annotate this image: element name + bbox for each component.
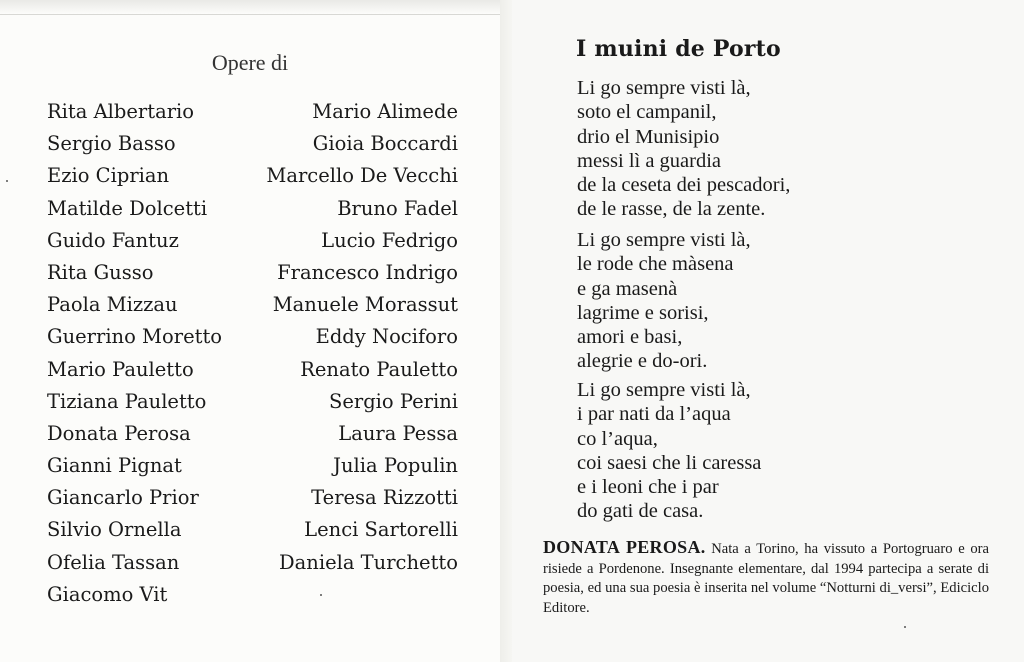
poem-stanza — [577, 76, 790, 222]
author-name: Laura Pessa — [338, 421, 458, 445]
poem-verse: e i leoni che i par — [577, 476, 719, 499]
author-name: Tiziana Pauletto — [47, 389, 207, 413]
author-name: Sergio Basso — [47, 132, 176, 156]
author-name: Paola Mizzau — [47, 293, 178, 317]
poem-stanza — [577, 228, 751, 374]
poem-verse: amori e basi, — [577, 326, 683, 349]
author-name: Mario Pauletto — [47, 357, 194, 381]
bio-author-name: DONATA PEROSA. — [543, 537, 706, 557]
author-name: Donata Perosa — [47, 421, 191, 445]
poem-verse: messi lì a guardia — [577, 149, 722, 172]
poem-stanza — [577, 378, 761, 524]
author-name: Guido Fantuz — [47, 228, 179, 252]
print-speck — [320, 594, 322, 596]
page-fold-shadow — [0, 0, 500, 15]
poem-verse: do gati de casa. — [577, 500, 704, 523]
poem-verse: i par nati da l’aqua — [577, 403, 731, 426]
author-name: Matilde Dolcetti — [47, 196, 208, 220]
author-name: Gianni Pignat — [47, 454, 182, 478]
author-bio — [543, 538, 989, 618]
authors-column-right — [240, 96, 458, 579]
author-name: Bruno Fadel — [337, 196, 458, 220]
author-name: Rita Gusso — [47, 260, 154, 284]
poem-title: I muini de Porto — [576, 36, 781, 62]
author-name: Gioia Boccardi — [312, 132, 458, 156]
poem-verse: coi saesi che li caressa — [577, 451, 762, 474]
authors-column-left — [47, 96, 247, 611]
author-name: Giacomo Vit — [47, 582, 168, 606]
author-name: Giancarlo Prior — [47, 486, 199, 510]
poem-verse: alegrie e do-ori. — [577, 350, 708, 373]
poem-verse: de la ceseta dei pescadori, — [577, 174, 791, 197]
author-name: Marcello De Vecchi — [266, 164, 458, 188]
poem-verse: Li go sempre visti là, — [577, 229, 751, 251]
author-name: Guerrino Moretto — [47, 325, 223, 349]
author-name: Rita Albertario — [47, 100, 195, 123]
author-name: Sergio Perini — [328, 389, 458, 413]
author-name: Mario Alimede — [312, 100, 458, 123]
poem-verse: co l’aqua, — [577, 427, 658, 450]
print-speck — [6, 180, 8, 182]
author-name: Lucio Fedrigo — [321, 228, 458, 252]
author-name: Silvio Ornella — [47, 518, 182, 542]
poem-verse: lagrime e sorisi, — [577, 301, 709, 324]
author-name: Ofelia Tassan — [47, 550, 180, 574]
poem-verse: e ga masenà — [577, 277, 678, 300]
authors-heading: Opere di — [211, 50, 289, 75]
author-name: Francesco Indrigo — [277, 260, 458, 284]
poem-verse: drio el Munisipio — [577, 125, 720, 148]
poem-verse: Li go sempre visti là, — [577, 379, 751, 401]
author-name: Teresa Rizzotti — [311, 486, 458, 510]
author-name: Manuele Morassut — [272, 293, 458, 317]
author-name: Daniela Turchetto — [279, 550, 458, 574]
poem-verse: de le rasse, de la zente. — [577, 198, 766, 221]
author-name: Lenci Sartorelli — [304, 518, 458, 542]
poem-verse: soto el campanil, — [577, 101, 717, 124]
author-name: Eddy Nociforo — [315, 325, 458, 349]
print-speck — [904, 626, 906, 628]
poem-verse: Li go sempre visti là, — [577, 77, 751, 99]
bio-text: Nata a Torino, ha vissuto a Portogruaro e ora risiede a Pordenone. Insegnante elementare, dal 1994 partecipa a serate di poesia, ed una sua poesia è inserita nel volume “Notturni di_versi”, Ediciclo Editore. — [543, 541, 989, 616]
author-name: Ezio Ciprian — [47, 164, 170, 188]
author-name: Renato Pauletto — [300, 357, 458, 381]
poem-verse: le rode che màsena — [577, 253, 734, 276]
author-name: Julia Populin — [333, 454, 458, 478]
